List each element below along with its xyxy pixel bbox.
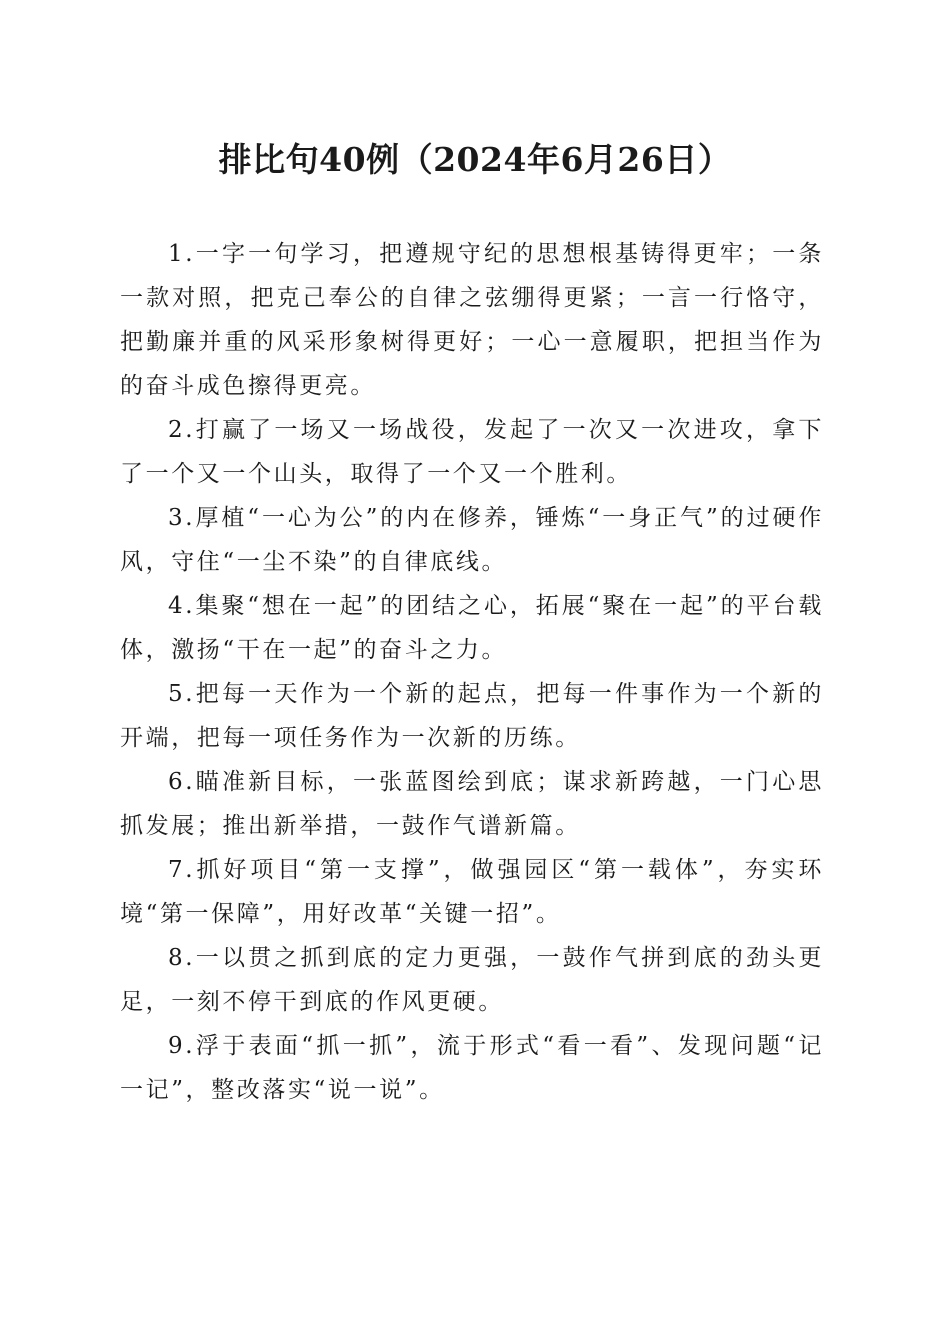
- document-body: [120, 232, 824, 1112]
- paragraph-3: 3.厚植“一心为公”的内在修养，锤炼“一身正气”的过硬作风，守住“一尘不染”的自律底线。: [120, 505, 824, 575]
- paragraph-6: 6.瞄准新目标，一张蓝图绘到底；谋求新跨越，一门心思抓发展；推出新举措，一鼓作气谱新篇。: [120, 769, 824, 839]
- paragraph-2: 2.打赢了一场又一场战役，发起了一次又一次进攻，拿下了一个又一个山头，取得了一个又一个胜利。: [120, 417, 824, 487]
- paragraph-4: 4.集聚“想在一起”的团结之心，拓展“聚在一起”的平台载体，激扬“干在一起”的奋斗之力。: [120, 593, 824, 663]
- paragraph-1: 1.一字一句学习，把遵规守纪的思想根基铸得更牢；一条一款对照，把克己奉公的自律之弦绷得更紧；一言一行恪守，把勤廉并重的风采形象树得更好；一心一意履职，把担当作为的奋斗成色擦得更亮。: [120, 241, 824, 399]
- paragraph-5: 5.把每一天作为一个新的起点，把每一件事作为一个新的开端，把每一项任务作为一次新的历练。: [120, 681, 824, 751]
- document-title: 排比句40例（2024年6月26日）: [218, 140, 732, 179]
- paragraph-9: 9.浮于表面“抓一抓”，流于形式“看一看”、发现问题“记一记”，整改落实“说一说”。: [120, 1033, 824, 1103]
- paragraph-7: 7.抓好项目“第一支撑”，做强园区“第一载体”，夯实环境“第一保障”，用好改革“关键一招”。: [120, 857, 824, 927]
- paragraph-8: 8.一以贯之抓到底的定力更强，一鼓作气拼到底的劲头更足，一刻不停干到底的作风更硬。: [120, 945, 824, 1015]
